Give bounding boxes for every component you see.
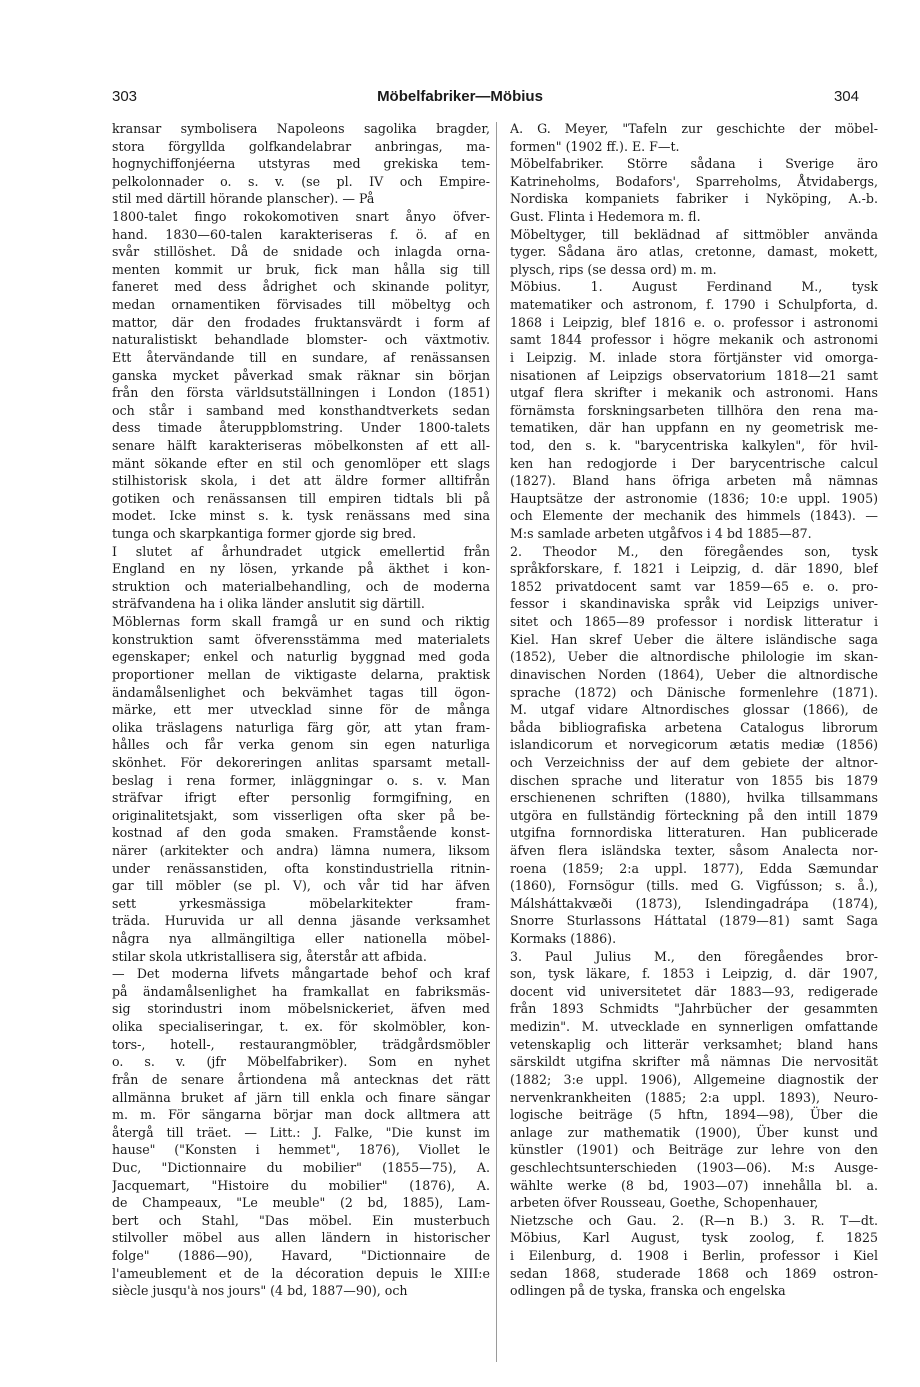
text-line: plysch, rips (se dessa ord) m. m. [510, 261, 717, 277]
text-line: Katrineholms, Bodafors', Sparreholms, Åtvidabergs, [510, 173, 878, 189]
left-column [112, 120, 490, 1300]
text-line: kostnad af den goda smaken. Framstående konst- [112, 825, 490, 841]
text-line: tors-, hotell-, restaurangmöbler, trädgårdsmöbler [112, 1036, 490, 1052]
text-line: vetenskaplig och litterär verksamhet; bland hans [510, 1036, 878, 1052]
right-column [510, 120, 878, 1300]
text-line: (1882; 3:e uppl. 1906), Allgemeine diagnostik der [510, 1071, 878, 1087]
text-line: 1852 privatdocent samt var 1859—65 e. o. pro- [510, 578, 878, 594]
text-line: (1827). Bland hans öfriga arbeten må nämnas [510, 473, 878, 489]
text-line: Ett återvändande till en sundare, af renässansen [112, 349, 490, 365]
text-line: fessor i skandinaviska språk vid Leipzigs univer- [510, 596, 878, 612]
text-line: stilvoller möbel aus allen ländern in historischer [112, 1230, 490, 1246]
text-line: kransar symbolisera Napoleons sagolika bragder, [112, 121, 490, 136]
text-line: docent vid universitetet där 1883—93, redigerade [510, 983, 878, 999]
text-line: gar till möbler (se pl. V), och vår tid har äfven [112, 878, 490, 894]
text-line: olika specialiseringar, t. ex. för skolmöbler, kon- [112, 1019, 490, 1035]
text-line: tyger. Sådana äro atlas, cretonne, damast, mokett, [510, 244, 878, 260]
text-line: logische beiträge (5 hftn, 1894—98), Über die [510, 1107, 878, 1123]
text-line: dess timade återuppblomstring. Under 1800-talets [112, 420, 490, 436]
text-line: odlingen på de tyska, franska och engelska [510, 1283, 786, 1299]
text-line: Möblernas form skall framgå ur en sund och riktig [112, 614, 490, 630]
text-line: båda bibliografiska arbetena Catalogus librorum [510, 719, 878, 735]
text-line: sedan 1868, studerade 1868 och 1869 ostron- [510, 1265, 878, 1281]
column-divider [496, 122, 497, 1362]
text-line: siècle jusqu'à nos jours" (4 bd, 1887—90), och [112, 1283, 408, 1299]
text-line: stilar skola utkristallisera sig, återstår att afbida. [112, 948, 427, 964]
text-line: dinavischen Norden (1864), Ueber die altnordische [510, 666, 878, 682]
text-line: sett yrkesmässiga möbelarkitekter fram- [112, 895, 490, 911]
text-line: hognychiffonjéerna utstyras med grekiska tem- [112, 156, 490, 172]
text-line: Gust. Flinta i Hedemora m. fl. [510, 209, 701, 225]
running-title: Möbelfabriker—Möbius [377, 88, 543, 105]
text-line: beslag i rena former, inläggningar o. s. v. Man [112, 772, 490, 788]
text-line: stilhistorisk skola, i det att äldre former alltifrån [112, 473, 490, 489]
text-line: künstler (1901) och Beiträge zur lehre von den [510, 1142, 878, 1158]
text-line: återgå till träet. — Litt.: J. Falke, "Die kunst im [112, 1124, 490, 1140]
text-line: Snorre Sturlassons Háttatal (1879—81) samt Saga [510, 913, 878, 929]
text-line: från 1893 Schmidts "Jahrbücher der gesammten [510, 1001, 878, 1017]
text-line: m. m. För sängarna börjar man dock alltmera att [112, 1107, 490, 1123]
text-line: sitet och 1865—89 professor i nordisk litteratur i [510, 614, 878, 630]
text-line: roena (1859; 2:a uppl. 1877), Edda Sæmundar [510, 860, 878, 876]
text-line: islandicorum et norvegicorum ætatis mediæ (1856) [510, 737, 878, 753]
text-line: tunga och skarpkantiga former gjorde sig bred. [112, 526, 417, 542]
text-line: tod, den s. k. "barycentriska kalkylen", för hvil- [510, 437, 878, 453]
text-line: England en ny lösen, yrkande på äkthet i kon- [112, 561, 490, 577]
text-line: utgifna fornnordiska litteraturen. Han publicerade [510, 825, 878, 841]
text-line: M. utgaf vidare Altnordisches glossar (1866), de [510, 702, 878, 718]
page-header [0, 88, 920, 110]
text-line: modet. Icke minst s. k. tysk renässans med sina [112, 508, 490, 524]
text-line: 1800-talet fingo rokokomotiven snart ånyo öfver- [112, 209, 490, 225]
text-line: — Det moderna lifvets mångartade behof och kraf [112, 966, 490, 982]
text-line: Duc, "Dictionnaire du mobilier" (1855—75), A. [112, 1159, 490, 1175]
text-line: hause" ("Konsten i hemmet", 1876), Viollet le [112, 1142, 490, 1158]
text-line: hand. 1830—60-talen karakteriseras f. ö. af en [112, 226, 490, 242]
text-line: erschienenen schriften (1880), hvilka tillsammans [510, 790, 878, 806]
text-line: märke, ett mer utvecklad sinne för de många [112, 702, 490, 718]
text-line: Kiel. Han skref Ueber die ältere isländische saga [510, 631, 878, 647]
text-line: senare hälft karakteriseras möbelkonsten af ett all- [112, 437, 490, 453]
text-line: konstruktion samt öfverensstämma med materialets [112, 631, 490, 647]
text-line: olika träslagens naturliga färg gör, att ytan fram- [112, 719, 490, 735]
text-line: under renässanstiden, ofta konstindustriella ritnin- [112, 860, 490, 876]
text-line: anlage zur mathematik (1900), Über kunst und [510, 1124, 878, 1140]
text-line: sträfvandena ha i olika länder anslutit sig därtill. [112, 596, 425, 612]
page-number-left: 303 [112, 88, 138, 105]
text-line: ken han redogjorde i Der barycentrische calcul [510, 455, 878, 471]
text-line: några nya allmängiltiga eller nationella möbel- [112, 931, 490, 947]
text-line: gotiken och renässansen till empiren tidtals bli på [112, 490, 490, 506]
text-line: svår stillöshet. Då de snidade och inlagda orna- [112, 244, 490, 260]
text-line: Málsháttakvæði (1873), Islendingadrápa (1874), [510, 895, 878, 911]
text-line: skönhet. För dekoreringen anlitas sparsamt metall- [112, 754, 490, 770]
text-line: geschlechtsunterschieden (1903—06). M:s Ausge- [510, 1159, 878, 1175]
text-line: och står i samband med konsthandtverkets sedan [112, 402, 490, 418]
text-line: 3. Paul Julius M., den föregåendes bror- [510, 948, 878, 964]
text-line: i Leipzig. M. inlade stora förtjänster vid omorga- [510, 349, 878, 365]
text-line: medizin". M. utvecklade en synnerligen omfattande [510, 1019, 878, 1035]
text-line: A. G. Meyer, "Tafeln zur geschichte der möbel- [510, 121, 878, 136]
page-number-right: 304 [833, 88, 859, 105]
text-line: samt 1844 professor i högre mekanik och astronomi [510, 332, 878, 348]
text-line: ganska mycket påverkad smak räknar sin början [112, 367, 490, 383]
text-line: närer (arkitekter och andra) lämna numera, liksom [112, 842, 490, 858]
text-line: stora förgyllda golfkandelabrar anbringas, ma- [112, 138, 490, 154]
text-line: naturalistiskt behandlade blomster- och växtmotiv. [112, 332, 490, 348]
text-line: nervenkrankheiten (1885; 2:a uppl. 1893), Neuro- [510, 1089, 878, 1105]
text-line: menten kommit ur bruk, fick man hålla sig till [112, 261, 490, 277]
text-line: på ändamålsenlighet ha framkallat en fabriksmäs- [112, 983, 490, 999]
text-line: träda. Huruvida ur all denna jäsande verksamhet [112, 913, 490, 929]
text-line: wählte werke (8 bd, 1903—07) innehålla bl. a. [510, 1177, 878, 1193]
text-line: Jacquemart, "Histoire du mobilier" (1876), A. [112, 1177, 490, 1193]
text-line: M:s samlade arbeten utgåfvos i 4 bd 1885—87. [510, 526, 812, 542]
text-line: l'ameublement et de la décoration depuis le XIII:e [112, 1265, 490, 1281]
text-line: språkforskare, f. 1821 i Leipzig, d. där 1890, blef [510, 561, 878, 577]
text-line: Nietzsche och Gau. 2. (R—n B.) 3. R. T—dt. [510, 1212, 878, 1228]
text-line: och Elemente der mechanik des himmels (1843). — [510, 508, 878, 524]
text-line: originalitetsjakt, som visserligen ofta sker på be- [112, 807, 490, 823]
text-line: i Eilenburg, d. 1908 i Berlin, professor i Kiel [510, 1248, 878, 1263]
text-line: från den första världsutställningen i London (1851) [112, 385, 490, 401]
text-line: ändamålsenlighet och bekvämhet tagas till ögon- [112, 684, 490, 700]
text-line: matematiker och astronom, f. 1790 i Schulpforta, d. [510, 297, 878, 313]
text-line: förnämsta forskningsarbeten tillhöra den rena ma- [510, 402, 878, 418]
text-line: utgaf flera skrifter i mekanik och astronomi. Hans [510, 385, 878, 401]
text-line: särskildt utgifna skrifter må nämnas Die nervosität [510, 1054, 878, 1070]
text-line: arbeten öfver Rousseau, Goethe, Schopenhauer, [510, 1195, 819, 1211]
text-line: de Champeaux, "Le meuble" (2 bd, 1885), Lam- [112, 1195, 490, 1211]
text-line: proportioner mellan de viktigaste delarna, praktisk [112, 666, 490, 682]
text-line: I slutet af århundradet utgick emellertid från [112, 543, 490, 559]
text-line: allmänna bruket af järn till enkla och finare sängar [112, 1089, 490, 1105]
text-line: bert och Stahl, "Das möbel. Ein musterbuch [112, 1212, 490, 1228]
text-line: nisationen af Leipzigs observatorium 1818—21 samt [510, 367, 878, 383]
text-line: äfven flera isländska texter, såsom Analecta nor- [510, 842, 878, 858]
text-line: mattor, där den frodades fruktansvärdt i form af [112, 314, 490, 330]
text-line: Möbius. 1. August Ferdinand M., tysk [510, 279, 878, 295]
text-line: faneret med dess ådrighet och skinande polityr, [112, 279, 490, 295]
text-line: sig storindustri inom möbelsnickeriet, äfven med [112, 1001, 490, 1017]
text-line: tematiken, där han uppfann en ny geometrisk me- [510, 420, 878, 436]
text-line: hålles och får verka genom sin egen naturliga [112, 737, 490, 753]
text-line: mänt sökande efter en stil och genomlöper ett slags [112, 455, 490, 471]
text-line: medan ornamentiken förvisades till möbeltyg och [112, 297, 490, 313]
text-line: sträfvar ifrigt efter personlig formgifning, en [112, 790, 490, 806]
text-line: (1860), Fornsögur (tills. med G. Vigfússon; s. å.), [510, 878, 878, 894]
text-line: Möbius, Karl August, tysk zoolog, f. 1825 [510, 1230, 878, 1246]
text-line: (1852), Ueber die altnordische philologie im skan- [510, 649, 878, 665]
text-line: sprache (1872) och Dänische formenlehre (1871). [510, 684, 878, 700]
text-line: 2. Theodor M., den föregåendes son, tysk [510, 543, 878, 559]
text-line: stil med därtill hörande planscher). — På [112, 191, 375, 207]
text-line: folge" (1886—90), Havard, "Dictionnaire de [112, 1248, 490, 1263]
text-line: Möbelfabriker. Större sådana i Sverige äro [510, 156, 878, 172]
text-line: formen" (1902 ff.). E. F—t. [510, 138, 680, 154]
text-line: Möbeltyger, till beklädnad af sittmöbler använda [510, 226, 878, 242]
text-line: dischen sprache und literatur von 1855 bis 1879 [510, 772, 878, 788]
text-line: 1868 i Leipzig, blef 1816 e. o. professor i astronomi [510, 314, 878, 330]
text-line: son, tysk läkare, f. 1853 i Leipzig, d. där 1907, [510, 966, 878, 982]
text-line: pelkolonnader o. s. v. (se pl. IV och Empire- [112, 173, 490, 189]
text-line: egenskaper; enkel och naturlig byggnad med goda [112, 649, 490, 665]
text-line: Nordiska kompaniets fabriker i Nyköping, A.-b. [510, 191, 878, 207]
text-line: struktion och materialbehandling, och de moderna [112, 578, 490, 594]
text-line: utgöra en fullständig förteckning på den intill 1879 [510, 807, 878, 823]
text-line: och Verzeichniss der auf dem gebiete der altnor- [510, 754, 878, 770]
text-line: Kormaks (1886). [510, 931, 617, 947]
text-line: Hauptsätze der astronomie (1836; 10:e uppl. 1905) [510, 490, 878, 506]
text-line: o. s. v. (jfr Möbelfabriker). Som en nyhet [112, 1054, 490, 1070]
text-line: från de senare årtiondena må antecknas det rätt [112, 1071, 490, 1087]
